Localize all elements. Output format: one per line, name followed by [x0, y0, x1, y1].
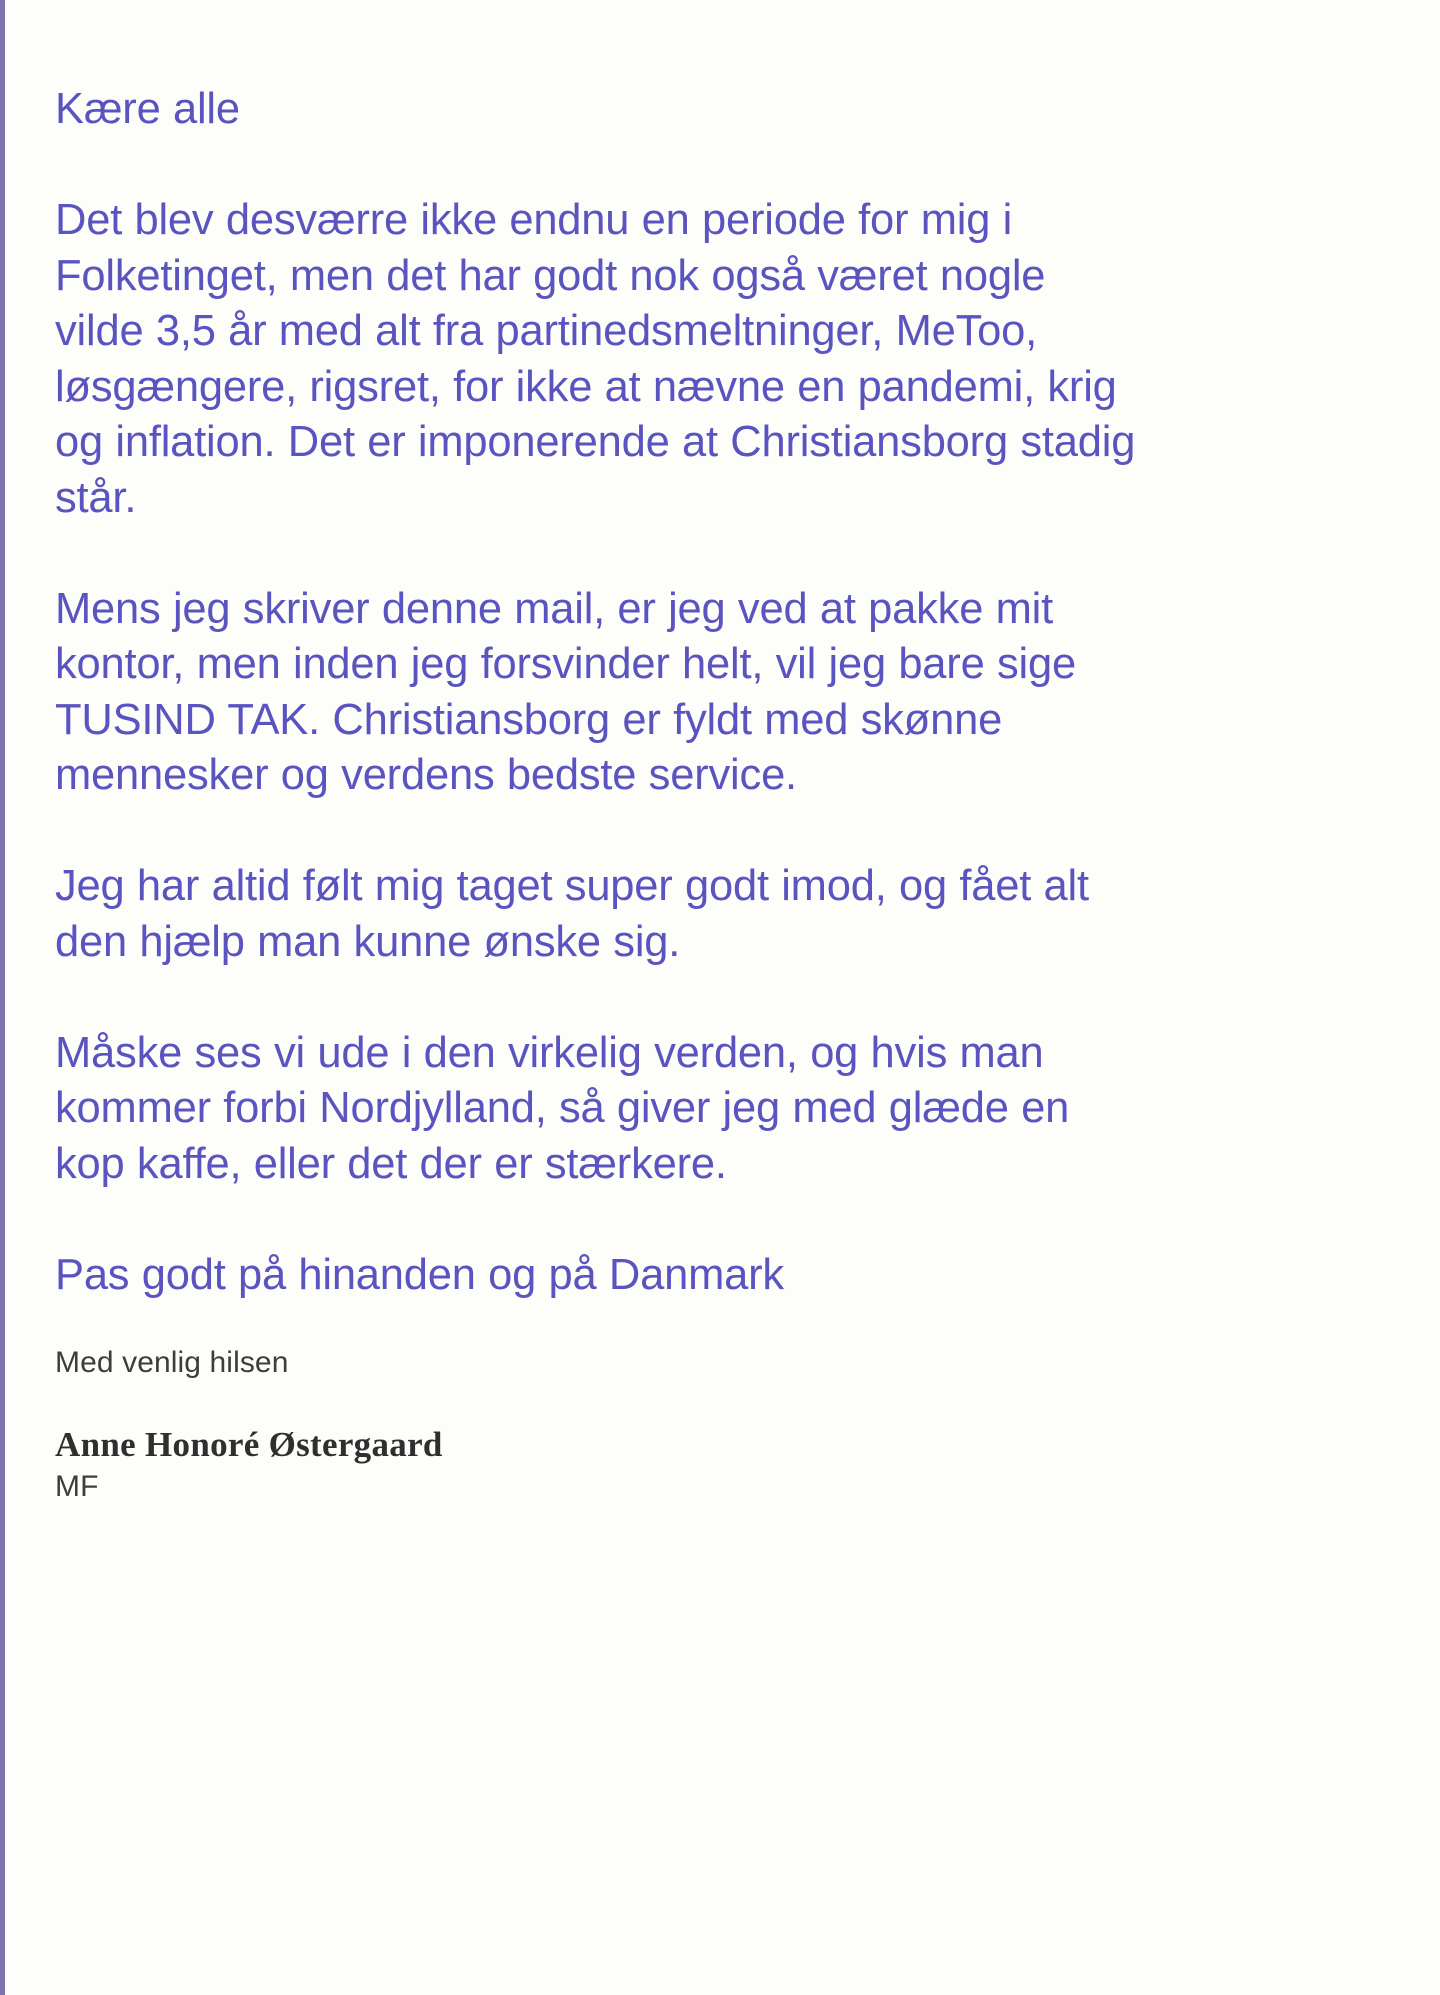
signature-name-spacer [55, 1383, 1145, 1423]
paragraph-spacer [55, 1192, 1145, 1248]
paragraph-spacer [55, 804, 1145, 860]
paragraph-spacer [55, 138, 1145, 194]
top-spacer [55, 0, 1145, 82]
email-body [55, 0, 1145, 1507]
paragraph-spacer [55, 970, 1145, 1026]
body-paragraph-1: Det blev desværre ikke endnu en periode for mig i Folketinget, men det har godt nok også været nogle vilde 3,5 år med alt fra partinedsmeltninger, MeToo, løsgængere, rigsret, for ikke at nævne en pandemi, krig og inflation. Det er imponerende at Christiansborg stadig står. [55, 196, 1136, 522]
body-paragraph-3: Jeg har altid følt mig taget super godt imod, og fået alt den hjælp man kunne ønske sig. [55, 862, 1089, 966]
greeting-line: Kære alle [55, 85, 240, 133]
body-paragraph-2: Mens jeg skriver denne mail, er jeg ved at pakke mit kontor, men inden jeg forsvinder helt, vil jeg bare sige TUSIND TAK. Christiansborg er fyldt med skønne mennesker og verdens bedste service. [55, 584, 1076, 799]
signature-spacer [55, 1303, 1145, 1343]
signature-salutation: Med venlig hilsen [55, 1346, 289, 1379]
signature-title: MF [55, 1470, 99, 1503]
signature-name: Anne Honoré Østergaard [55, 1425, 443, 1464]
body-paragraph-4: Måske ses vi ude i den virkelig verden, og hvis man kommer forbi Nordjylland, så giver jeg med glæde en kop kaffe, eller det der er stærkere. [55, 1028, 1070, 1188]
paragraph-spacer [55, 526, 1145, 582]
closing-line: Pas godt på hinanden og på Danmark [55, 1250, 784, 1299]
